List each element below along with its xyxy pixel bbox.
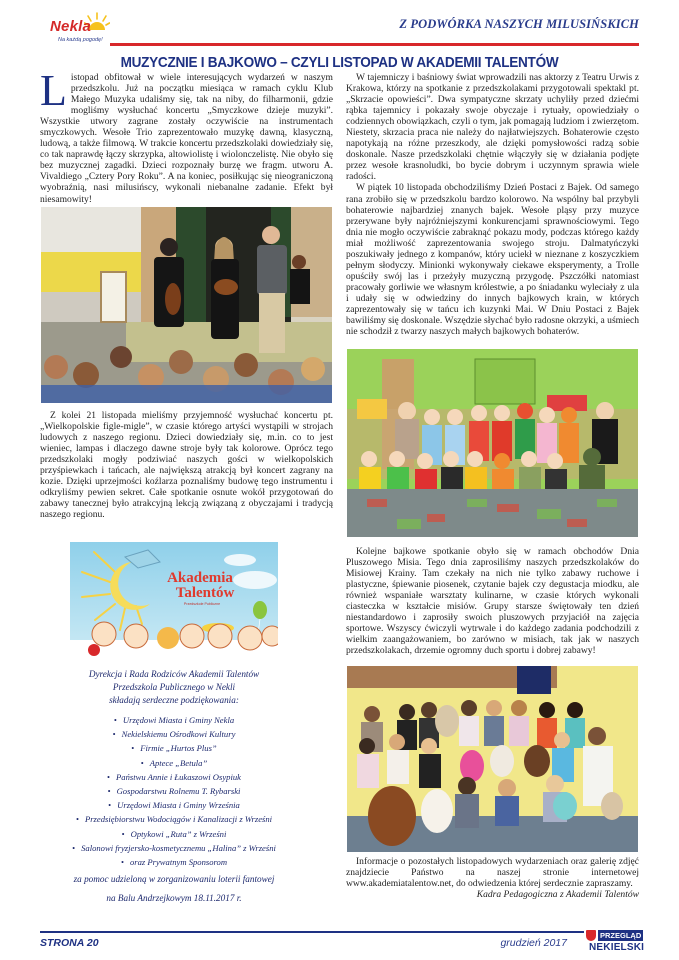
ladybug-icon: [88, 644, 100, 656]
right-column-teddy: [346, 546, 639, 656]
thanks-outro-line: na Balu Andrzejkowym 18.11.2017 r.: [106, 893, 242, 904]
akademia-talentow-banner: [70, 542, 278, 658]
article-signature: Kadra Pedagogiczna z Akademii Talentów: [476, 889, 639, 901]
paragraph-theatre: W tajemniczy i baśniowy świat wprowadzili nas aktorzy z Teatru Urwis z Krakowa, którzy na spotkanie z przedszkolakami przygotowali spektakl pt. „Skrzacie opowieści”. Dwa sympatyczne skrzaty uchyliły przed dziećmi rąbka tajemnicy i pokazały swoje obyczaje i rytuały, opowiedziały o codziennych obowiązkach, czyli o tym, jak pomagają ludziom i zwierzętom. Niestety, skrzacia praca nie należy do najłatwiejszych. Bohaterowie często napotykają na różne przeszkody, ale dzięki pomysłowości radzą sobie doskonale. Nasze przedszkolaki chętnie włączyły się w działania podjęte przez wesołe krasnoludki, bo bycie dobrym i uczynnym sprawia wiele radości.: [346, 72, 639, 183]
thanks-intro-line: Przedszkola Publicznego w Nekli: [112, 682, 236, 692]
paragraph-website-info: Informacje o pozostałych listopadowych wydarzeniach oraz galerię zdjęć znajdziecie Państwo na naszej stronie internetowej www.akademiatalentow.net, do odwiedzenia której serdecznie zapraszamy.: [346, 856, 639, 890]
thanks-outro-line: za pomoc udzieloną w zorganizowaniu loterii fantowej: [73, 874, 275, 885]
sponsor-item: • Urzędowi Miasta i Gminy Września: [50, 798, 298, 812]
sponsor-item: • Urzędowi Miasta i Gminy Nekla: [50, 713, 298, 727]
right-column-closing: [346, 856, 639, 900]
right-column-top: [346, 72, 639, 337]
photo-costume-party: [347, 349, 638, 537]
concert-photo-illustration: [41, 207, 332, 403]
paragraph-text: istopad obfitował w wiele interesujących wydarzeń w naszym przedszkolu. Już na początku miesiąca w ramach cyklu Klub Małego Muzyka udaliśmy się, tak na niby, do filharmonii, gdzie mogliśmy wysłuchać koncertu „Smyczkowe dzieje muzyki”. Wszystkie utwory zagrane zostały oczywiście na instrumentach smyczkowych. Wesołe Trio zaprezentowało muzykę dawną, klasyczną, ludową, a także filmową. W trakcie koncertu przedszkolaki dowiedziały się, co tak naprawdę łączy skrzypka, altowiolistę i wiolonczelistę. Nie obyło się bez muzycznej zagadki. Dzieci rozpoznały burzę we fragm. utworu A. Vivaldiego „Cztery Pory Roku”. A na koniec, posiłkując się nieograniczoną wyobraźnią, nasi milusińscy, wykonali niebanalne zadanie. Efekt był niesamowity!: [40, 72, 333, 205]
photo-violin-concert: [41, 207, 332, 403]
sponsor-item: • Aptece „Betula”: [50, 756, 298, 770]
logo-wordmark: Nekla: [50, 18, 92, 35]
page-number: STRONA 20: [40, 937, 99, 949]
banner-illustration: [70, 542, 278, 658]
issue-date: grudzień 2017: [500, 937, 567, 949]
sponsor-item: • Nekielskiemu Ośrodkowi Kultury: [50, 727, 298, 741]
thanks-card: [70, 542, 278, 914]
coat-of-arms-icon: [586, 930, 596, 941]
teddy-photo-illustration: [347, 666, 638, 852]
left-column-intro: [40, 66, 333, 205]
przeglad-nekielski-logo: [586, 930, 645, 956]
sponsor-item: • Firmie „Hurtos Plus”: [50, 741, 298, 755]
paragraph-teddy-day: Kolejne bajkowe spotkanie obyło się w ramach obchodów Dnia Pluszowego Misia. Tego dnia zaprosiliśmy naszych przedszkolaków do Misiowej Krainy. Tam czekały na nich nie tylko zabawy ruchowe i plastyczne, śpiewanie piosenek, czytanie bajek czy degustacja miodku, ale również wspaniałe warsztaty kulinarne, w czasie których wykonali ciasteczka w kształcie misiów. Grupy starsze świętowały ten dzień niestandardowo i zaprosiły swoich pluszowych przyjaciół na zajęcia sportowe. Wszyscy ćwiczyli wytrwale i do każdego zadania podchodzili z wielkim zaangażowaniem, bo zarówno w misiach, tak jak w naszych przedszkolakach, drzemie ogromny duch sportu i dobrej zabawy!: [346, 546, 639, 657]
thanks-text: [50, 668, 298, 907]
banner-title-line2: Talentów: [175, 585, 235, 601]
brand-top-label: PRZEGLĄD: [600, 931, 642, 940]
sponsor-item: • Gospodarstwu Rolnemu T. Rybarski: [50, 784, 298, 798]
drop-cap: L: [40, 66, 67, 115]
left-column-folk: [40, 410, 333, 520]
sponsor-item: • Optykowi „Ruta” z Wrześni: [50, 827, 298, 841]
sponsor-item: • oraz Prywatnym Sponsorom: [50, 855, 298, 869]
logo-tagline: Na każdą pogodę!: [58, 37, 103, 43]
photo-teddy-bear-day: [347, 666, 638, 852]
thanks-intro-line: składają serdeczne podziękowania:: [109, 695, 239, 705]
paragraph-folk-concert: Z kolei 21 listopada mieliśmy przyjemność wysłuchać koncertu pt. „Wielkopolskie figle-migle”, w czasie którego artyści wystąpili w strojach ludowych z naszego regionu. Dzieci dowiedziały się, m.in. co to jest wieniec, lampas i dlaczego dawne stroje były tak kolorowe. Oprócz tego przedszkolaki mogły podziwiać naszych gości w wielkopolskich przyśpiewkach i tańcach, ale największą atrakcją był koncert zagrany na kozie. Dzięki uprzejmości koźlarza poznaliśmy budowę tego instrumentu i odkryliśmy pewien sekret. Całe spotkanie osnute wokół przygotowań do zabawy tanecznej było atrakcyjną lekcją związaną z obyczajami i tradycją naszego regionu.: [40, 410, 333, 521]
section-title: Z PODWÓRKA NASZYCH MILUSIŃSKICH: [399, 17, 639, 31]
sponsor-item: • Salonowi fryzjersko-kosmetycznemu „Halina” z Wrześni: [50, 841, 298, 855]
sponsor-item: • Państwu Annie i Łukaszowi Osypiuk: [50, 770, 298, 784]
paragraph-concert: [40, 66, 333, 205]
thanks-intro-line: Dyrekcja i Rada Rodziców Akademii Talentów: [88, 669, 260, 679]
article-headline: MUZYCZNIE I BAJKOWO – CZYLI LISTOPAD W AKADEMII TALENTÓW: [120, 55, 559, 71]
nekla-logo: [40, 12, 110, 46]
sponsors-list: [50, 713, 298, 869]
header-divider: [110, 43, 639, 46]
banner-subtitle: Przedszkole Publiczne: [183, 602, 221, 606]
footer-divider: [40, 931, 584, 933]
paragraph-fairytale-day: W piątek 10 listopada obchodziliśmy Dzień Postaci z Bajek. Od samego rana zrobiło się w przedszkolu bardzo kolorowo. Na wspólny bal przybyli bohaterowie najbardziej znanych bajek. Wesołe pląsy przy muzyce przerywane były najróżniejszymi konkurencjami sprawnościowymi. Tego dnia nie mogło oczywiście zabraknąć pokazu mody, podczas którego każdy miał możliwość zaprezentowania swojego stroju. Dalmatyńczyki poszukiwały jednego z kompanów, który uciekł w nieznane z koszyczkiem pełnym słodyczy. Minionki wykonywały ciekawe eksperymenty, a Trolle opuściły swój las i przeżyły muzyczną przygodę. Pszczółki natomiast pracowały gorliwie we własnym królestwie, a po śniadanku wyleciały z ula i udały się w odwiedziny do innych bajkowych krain, w których zaprezentowały się w tańcu ich kuzynki Mai. W Dniu Postaci z Bajek bawiliśmy się doskonale. Wszędzie słychać było radosne okrzyki, a uśmiech nie schodził z twarzy naszych małych bajkowych bohaterów.: [346, 182, 639, 338]
sponsor-item: • Przedsiębiorstwu Wodociągów i Kanalizacji z Wrześni: [50, 812, 298, 826]
brand-bottom-label: NEKIELSKI: [589, 942, 645, 953]
costume-photo-illustration: [347, 349, 638, 537]
banner-title-line1: Akademia: [167, 570, 233, 586]
